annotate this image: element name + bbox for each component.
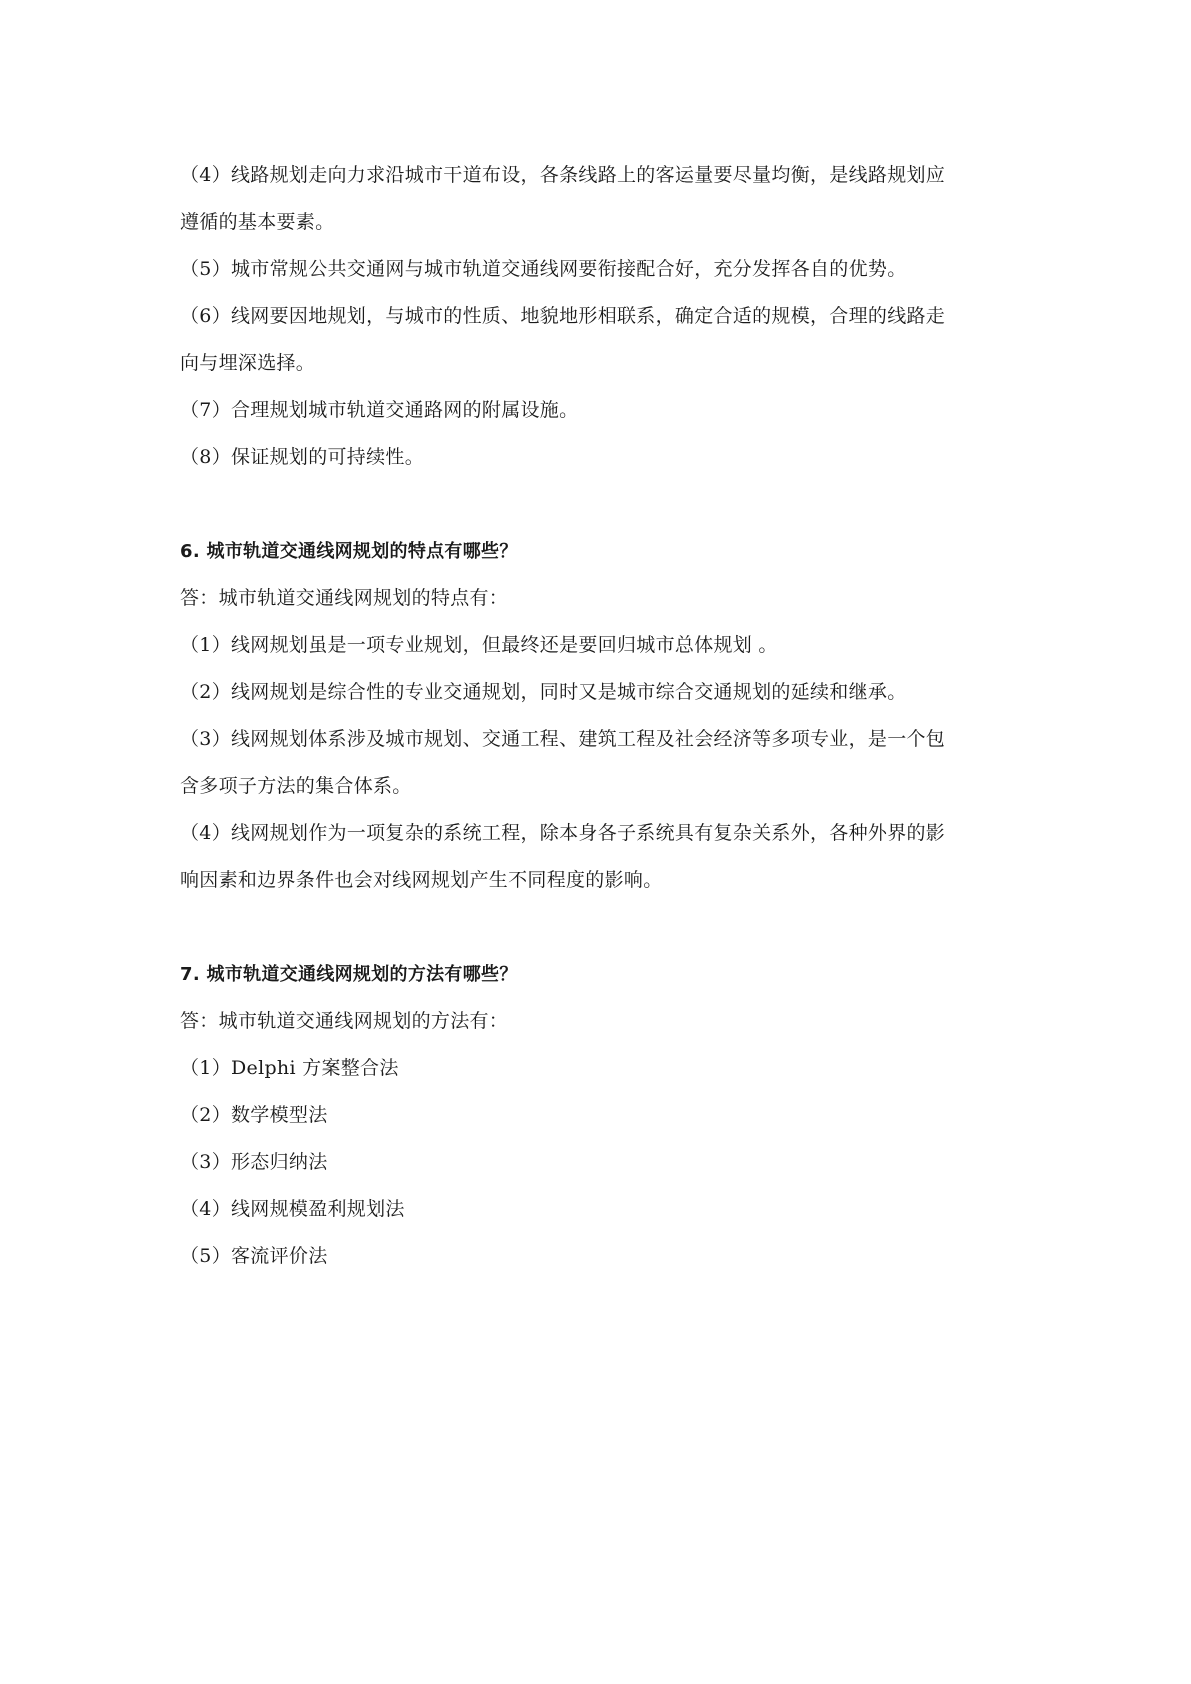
text-line: （3）线网规划体系涉及城市规划、交通工程、建筑工程及社会经济等多项专业，是一个包 xyxy=(180,728,946,750)
text-line: （4）线路规划走向力求沿城市干道布设，各条线路上的客运量要尽量均衡，是线路规划应 xyxy=(180,164,946,186)
section-spacer xyxy=(180,904,1020,951)
section-spacer xyxy=(180,481,1020,528)
text-line: （3）形态归纳法 xyxy=(180,1151,328,1173)
text-line: 向与埋深选择。 xyxy=(180,352,316,374)
text-line: （2）线网规划是综合性的专业交通规划，同时又是城市综合交通规划的延续和继承。 xyxy=(180,681,907,703)
text-line: （1）线网规划虽是一项专业规划，但最终还是要回归城市总体规划 。 xyxy=(180,634,778,656)
text-line: （5）城市常规公共交通网与城市轨道交通线网要衔接配合好，充分发挥各自的优势。 xyxy=(180,258,907,280)
text-line: （5）客流评价法 xyxy=(180,1245,328,1267)
text-line: （6）线网要因地规划，与城市的性质、地貌地形相联系，确定合适的规模，合理的线路走 xyxy=(180,305,946,327)
text-line: （7）合理规划城市轨道交通路网的附属设施。 xyxy=(180,399,579,421)
text-line: 遵循的基本要素。 xyxy=(180,211,335,233)
text-line: （2）数学模型法 xyxy=(180,1104,328,1126)
text-line: （8）保证规划的可持续性。 xyxy=(180,446,424,468)
text-line: （4）线网规划作为一项复杂的系统工程，除本身各子系统具有复杂关系外，各种外界的影 xyxy=(180,822,946,844)
text-line: 响因素和边界条件也会对线网规划产生不同程度的影响。 xyxy=(180,869,663,891)
text-line: （4）线网规模盈利规划法 xyxy=(180,1198,405,1220)
page-content xyxy=(180,152,1020,1280)
text-line: （1）Delphi 方案整合法 xyxy=(180,1057,399,1079)
text-line: 含多项子方法的集合体系。 xyxy=(180,775,412,797)
question-heading-6: 6. 城市轨道交通线网规划的特点有哪些？ xyxy=(180,541,518,562)
answer-intro-6: 答：城市轨道交通线网规划的特点有： xyxy=(180,587,509,609)
question-heading-7: 7. 城市轨道交通线网规划的方法有哪些？ xyxy=(180,964,518,985)
answer-intro-7: 答：城市轨道交通线网规划的方法有： xyxy=(180,1010,509,1032)
